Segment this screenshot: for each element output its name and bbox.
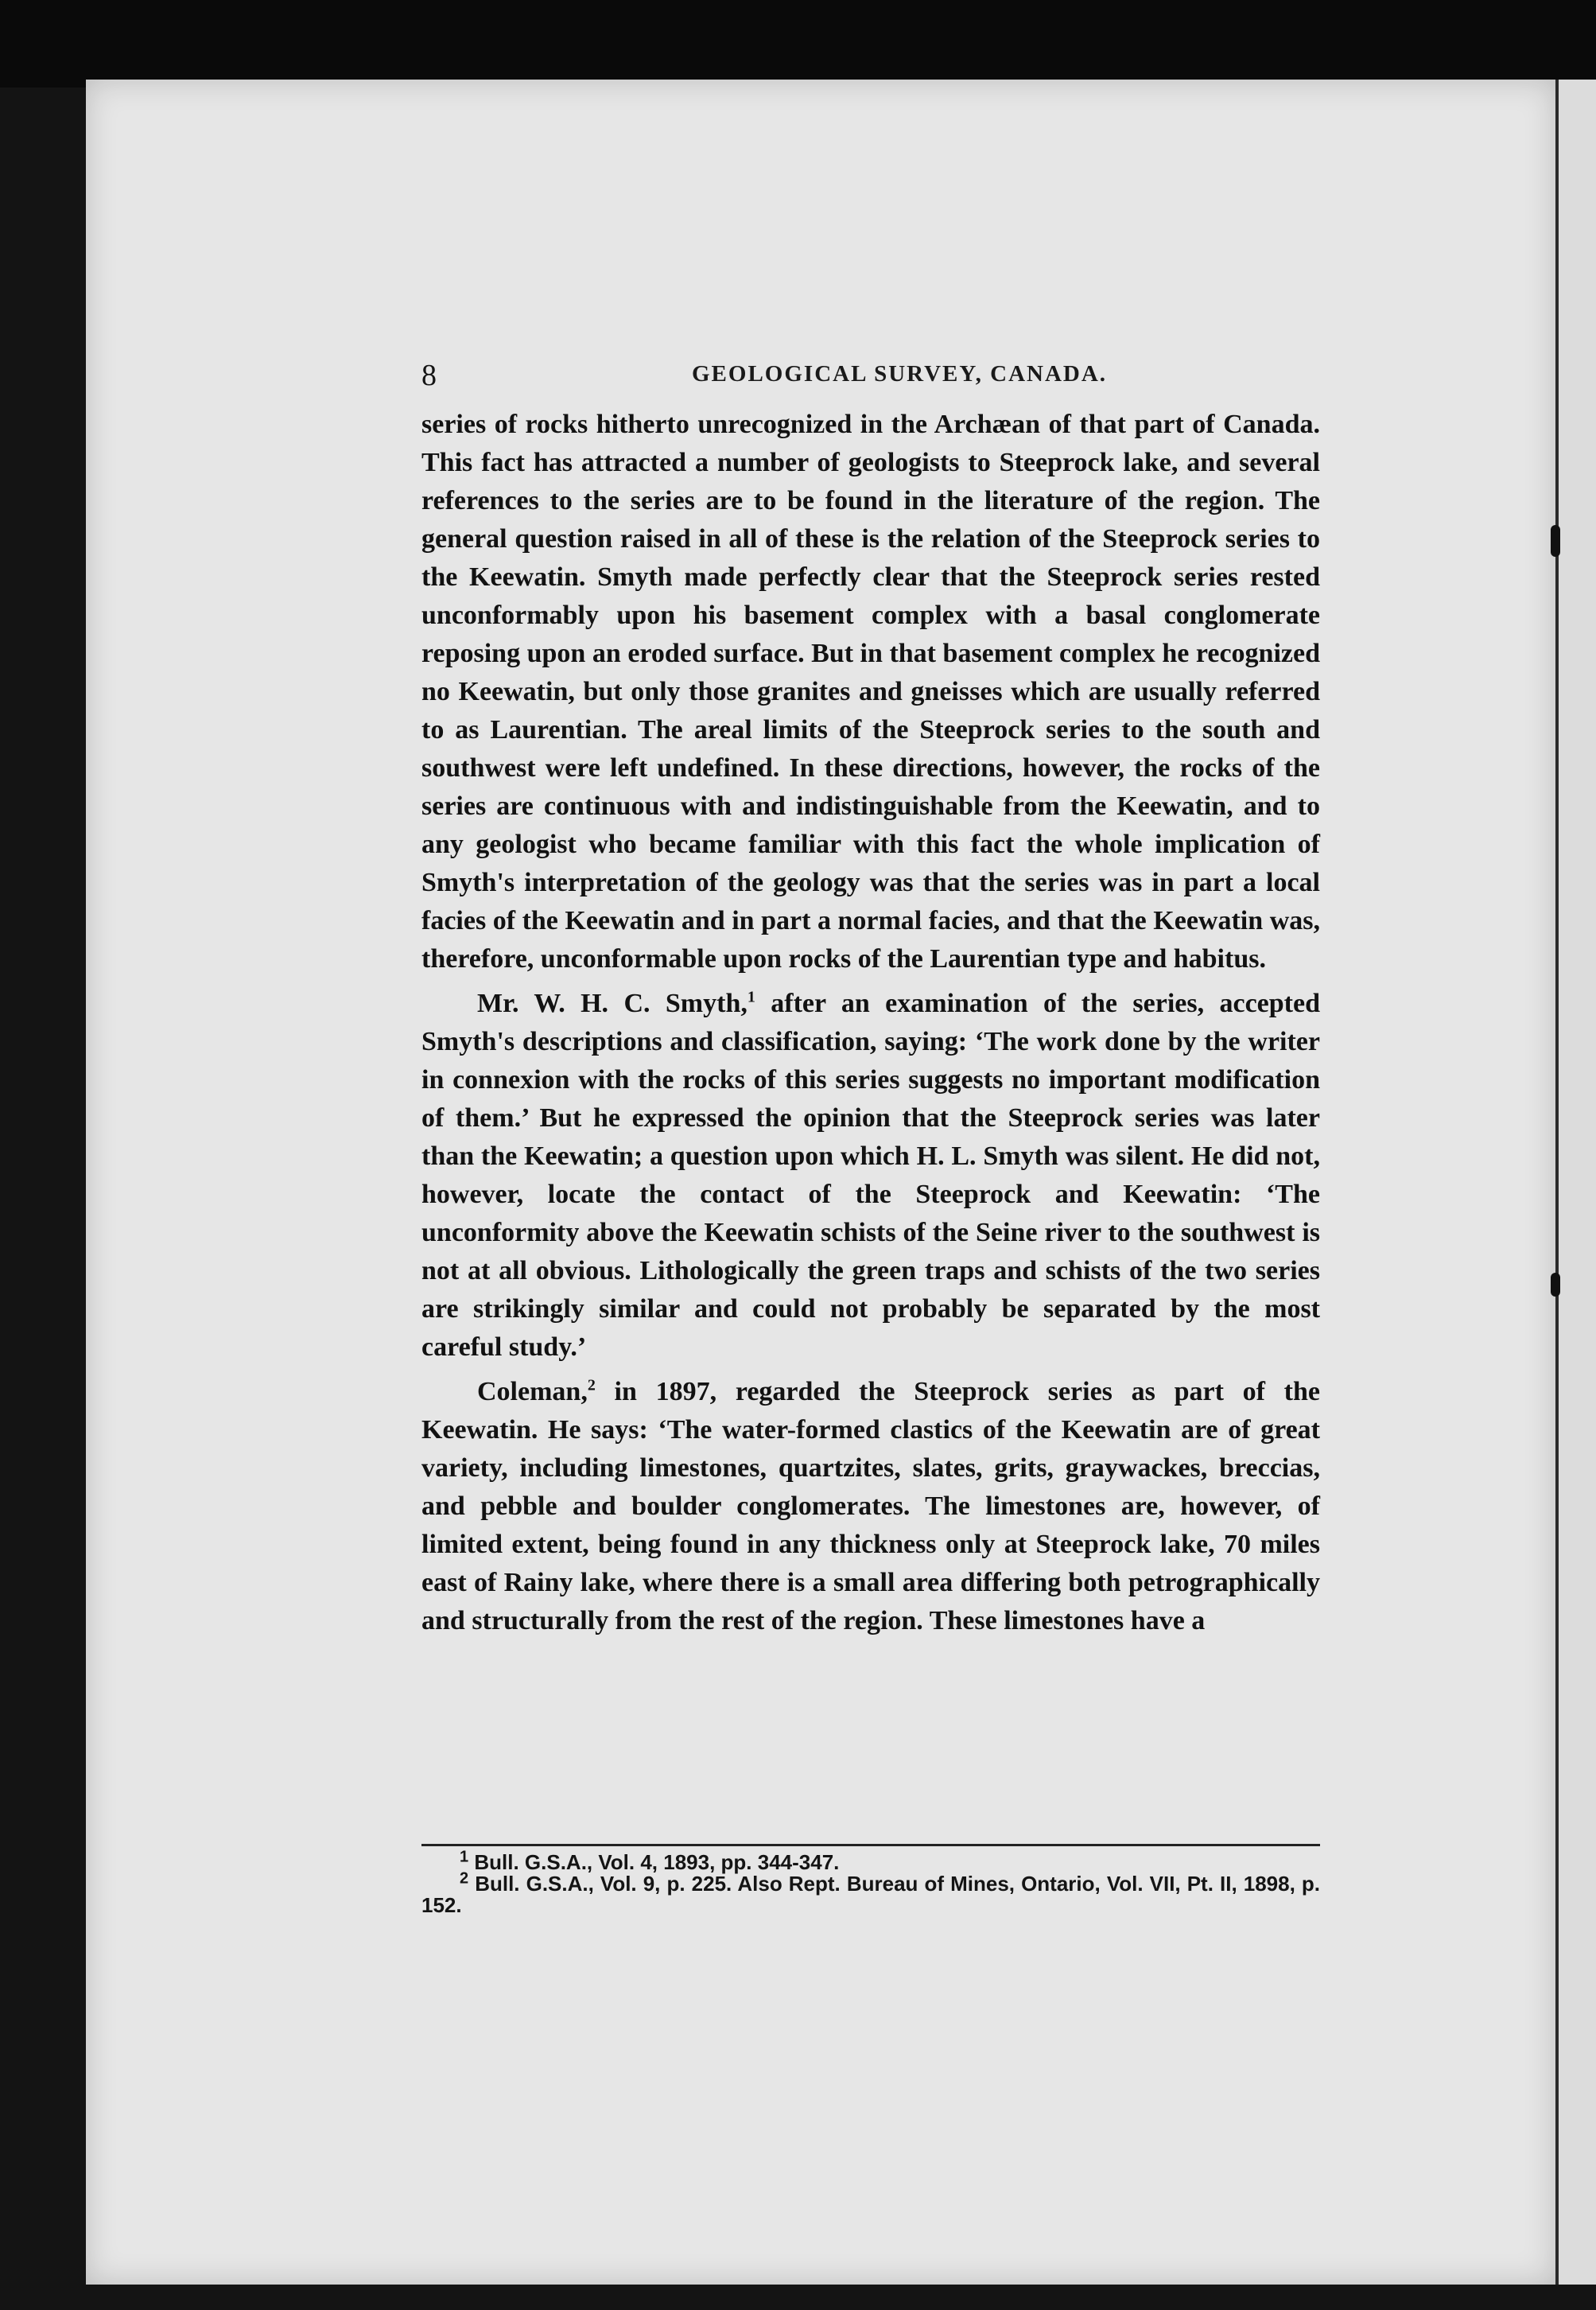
footnote-reference: 1 [747, 988, 755, 1006]
paragraph-lead: Mr. W. H. C. Smyth, [477, 989, 748, 1018]
footnote-number: 2 [460, 1869, 469, 1888]
paragraph [421, 1373, 1320, 1640]
page-number: 8 [421, 359, 437, 392]
facing-page-edge [1555, 80, 1596, 2285]
binding-mark [1551, 525, 1560, 557]
footnote [421, 1848, 1320, 1874]
footnote-reference: 2 [587, 1376, 596, 1394]
paragraph-lead: Coleman, [477, 1377, 588, 1406]
body-text [421, 406, 1320, 1647]
footnote-divider [421, 1844, 1320, 1846]
footnote-number: 1 [460, 1848, 469, 1866]
running-header-title: GEOLOGICAL SURVEY, CANADA. [692, 361, 1108, 387]
paragraph-text: in 1897, regarded the Steeprock series as part of the Keewatin. He says: ‘The water-formed clastics of the Keewatin are of great variety, including limestones, quartzites, slates, grits, graywackes, breccias, and pebble and boulder conglomerates. The limestones are, however, of limited extent, being found in any thickness only at Steeprock lake, 70 miles east of Rainy lake, where there is a small area differing both petrographically and structurally from the rest of the region. These limestones have a [421, 1377, 1320, 1635]
running-header [421, 358, 1320, 406]
footnotes [421, 1848, 1320, 1917]
footnote-text: Bull. G.S.A., Vol. 9, p. 225. Also Rept. Bureau of Mines, Ontario, Vol. VII, Pt. II, 1898, p. 152. [421, 1872, 1320, 1917]
paragraph-text: after an examination of the series, accepted Smyth's descriptions and classification, saying: ‘The work done by the writer in connexion with the rocks of this series suggests no important modification of them.’ But he expressed the opinion that the Steeprock series was later than the Keewatin; a question upon which H. L. Smyth was silent. He did not, however, locate the contact of the Steeprock and Keewatin: ‘The unconformity above the Keewatin schists of the Seine river to the southwest is not at all obvious. Lithologically the green traps and schists of the two series are strikingly similar and could not probably be separated by the most careful study.’ [421, 989, 1320, 1362]
paragraph-text: series of rocks hitherto unrecognized in the Archæan of that part of Canada. This fact has attracted a number of geologists to Steeprock lake, and several references to the series are to be found in the literature of the region. The general question raised in all of these is the relation of the Steeprock series to the Keewatin. Smyth made perfectly clear that the Steeprock series rested unconformably upon his basement complex with a basal conglomerate reposing upon an eroded surface. But in that basement complex he recognized no Keewatin, but only those granites and gneisses which are usually referred to as Laurentian. The areal limits of the Steeprock series to the south and southwest were left undefined. In these directions, however, the rocks of the series are continuous with and indistinguishable from the Keewatin, and to any geologist who became familiar with this fact the whole implication of Smyth's interpretation of the geology was that the series was in part a local facies of the Keewatin and in part a normal facies, and that the Keewatin was, therefore, unconformable upon rocks of the Laurentian type and habitus. [421, 410, 1320, 974]
paragraph [421, 406, 1320, 978]
binding-mark [1551, 1273, 1560, 1297]
paragraph [421, 985, 1320, 1367]
footnote [421, 1869, 1320, 1917]
scan-top-border [0, 0, 1596, 88]
footnote-text: Bull. G.S.A., Vol. 4, 1893, pp. 344-347. [474, 1850, 840, 1874]
